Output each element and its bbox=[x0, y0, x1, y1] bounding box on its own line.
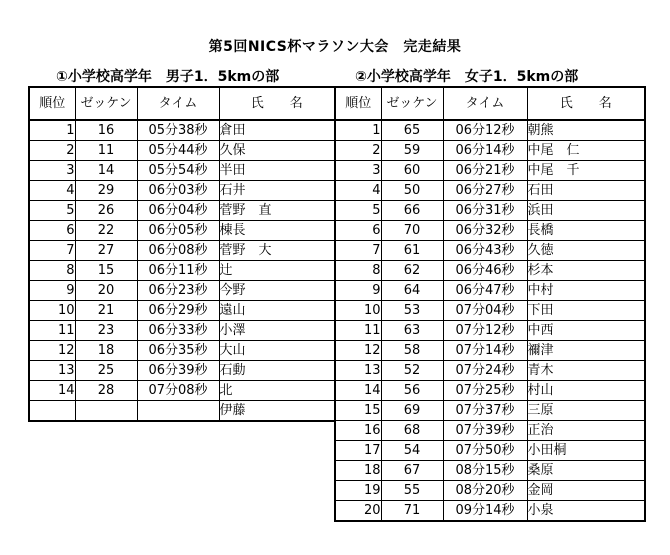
time-cell bbox=[137, 401, 219, 422]
rank-cell: 16 bbox=[335, 421, 381, 441]
name-cell: 正治 bbox=[527, 421, 645, 441]
time-cell: 06分32秒 bbox=[443, 221, 527, 241]
name-cell: 杉本 bbox=[527, 261, 645, 281]
table-row bbox=[29, 241, 335, 261]
table-row bbox=[335, 441, 645, 461]
table-row bbox=[335, 181, 645, 201]
name-cell: 金岡 bbox=[527, 481, 645, 501]
name-cell: 下田 bbox=[527, 301, 645, 321]
time-cell: 06分12秒 bbox=[443, 120, 527, 141]
table-row bbox=[29, 221, 335, 241]
rank-cell: 20 bbox=[335, 501, 381, 522]
rank-cell: 14 bbox=[335, 381, 381, 401]
girls-results-table bbox=[334, 86, 646, 522]
table-row bbox=[335, 321, 645, 341]
name-cell: 半田 bbox=[219, 161, 335, 181]
time-cell: 08分15秒 bbox=[443, 461, 527, 481]
time-cell: 06分39秒 bbox=[137, 361, 219, 381]
time-cell: 06分29秒 bbox=[137, 301, 219, 321]
bib-cell: 68 bbox=[381, 421, 443, 441]
name-cell: 石田 bbox=[527, 181, 645, 201]
name-cell: 遠山 bbox=[219, 301, 335, 321]
table-row bbox=[335, 341, 645, 361]
name-cell: 倉田 bbox=[219, 120, 335, 141]
time-cell: 06分31秒 bbox=[443, 201, 527, 221]
time-cell: 05分54秒 bbox=[137, 161, 219, 181]
rank-cell: 17 bbox=[335, 441, 381, 461]
name-cell: 長橋 bbox=[527, 221, 645, 241]
rank-cell: 2 bbox=[29, 141, 75, 161]
rank-cell: 6 bbox=[335, 221, 381, 241]
bib-header: ゼッケン bbox=[381, 87, 443, 120]
name-cell: 小田桐 bbox=[527, 441, 645, 461]
rank-cell: 3 bbox=[29, 161, 75, 181]
name-cell: 中村 bbox=[527, 281, 645, 301]
rank-cell: 12 bbox=[29, 341, 75, 361]
rank-cell: 18 bbox=[335, 461, 381, 481]
table-row bbox=[29, 201, 335, 221]
rank-cell: 13 bbox=[29, 361, 75, 381]
time-cell: 07分14秒 bbox=[443, 341, 527, 361]
time-cell: 06分08秒 bbox=[137, 241, 219, 261]
table-row bbox=[29, 321, 335, 341]
bib-cell: 56 bbox=[381, 381, 443, 401]
name-cell: 禰津 bbox=[527, 341, 645, 361]
table-row bbox=[335, 421, 645, 441]
rank-cell: 11 bbox=[335, 321, 381, 341]
name-cell: 中尾 千 bbox=[527, 161, 645, 181]
bib-cell: 26 bbox=[75, 201, 137, 221]
table-row bbox=[29, 341, 335, 361]
rank-cell: 14 bbox=[29, 381, 75, 401]
bib-cell: 11 bbox=[75, 141, 137, 161]
bib-cell: 61 bbox=[381, 241, 443, 261]
table-row bbox=[29, 120, 335, 141]
table-row bbox=[29, 281, 335, 301]
table-row bbox=[29, 381, 335, 401]
bib-cell: 59 bbox=[381, 141, 443, 161]
rank-cell: 2 bbox=[335, 141, 381, 161]
bib-cell: 52 bbox=[381, 361, 443, 381]
table-row bbox=[335, 381, 645, 401]
name-cell: 小泉 bbox=[527, 501, 645, 522]
table-row bbox=[335, 221, 645, 241]
name-cell: 中西 bbox=[527, 321, 645, 341]
name-cell: 村山 bbox=[527, 381, 645, 401]
rank-cell: 5 bbox=[335, 201, 381, 221]
rank-cell: 7 bbox=[335, 241, 381, 261]
name-cell: 久保 bbox=[219, 141, 335, 161]
name-cell: 浜田 bbox=[527, 201, 645, 221]
time-cell: 07分25秒 bbox=[443, 381, 527, 401]
table-row bbox=[335, 481, 645, 501]
table-row bbox=[29, 161, 335, 181]
table-row bbox=[29, 361, 335, 381]
time-cell: 06分46秒 bbox=[443, 261, 527, 281]
bib-cell: 25 bbox=[75, 361, 137, 381]
table-row bbox=[29, 261, 335, 281]
time-cell: 06分33秒 bbox=[137, 321, 219, 341]
time-cell: 07分50秒 bbox=[443, 441, 527, 461]
time-cell: 07分12秒 bbox=[443, 321, 527, 341]
name-cell: 菅野 直 bbox=[219, 201, 335, 221]
name-cell: 北 bbox=[219, 381, 335, 401]
name-cell: 辻 bbox=[219, 261, 335, 281]
bib-cell: 62 bbox=[381, 261, 443, 281]
table-row bbox=[335, 141, 645, 161]
bib-cell: 67 bbox=[381, 461, 443, 481]
bib-cell: 16 bbox=[75, 120, 137, 141]
table-row bbox=[335, 261, 645, 281]
rank-cell: 4 bbox=[335, 181, 381, 201]
page-title: 第5回NICS杯マラソン大会 完走結果 bbox=[208, 39, 462, 55]
rank-cell bbox=[29, 401, 75, 422]
table-row bbox=[335, 241, 645, 261]
table-row bbox=[29, 401, 335, 422]
name-cell: 大山 bbox=[219, 341, 335, 361]
bib-cell: 53 bbox=[381, 301, 443, 321]
bib-cell: 58 bbox=[381, 341, 443, 361]
time-cell: 08分20秒 bbox=[443, 481, 527, 501]
name-cell: 菅野 大 bbox=[219, 241, 335, 261]
time-cell: 06分43秒 bbox=[443, 241, 527, 261]
rank-cell: 7 bbox=[29, 241, 75, 261]
bib-cell: 23 bbox=[75, 321, 137, 341]
rank-cell: 1 bbox=[335, 120, 381, 141]
bib-cell: 29 bbox=[75, 181, 137, 201]
bib-cell: 69 bbox=[381, 401, 443, 421]
name-cell: 朝熊 bbox=[527, 120, 645, 141]
time-cell: 06分27秒 bbox=[443, 181, 527, 201]
time-header: タイム bbox=[443, 87, 527, 120]
rank-cell: 10 bbox=[335, 301, 381, 321]
rank-cell: 11 bbox=[29, 321, 75, 341]
time-cell: 06分11秒 bbox=[137, 261, 219, 281]
name-cell: 石動 bbox=[219, 361, 335, 381]
time-cell: 05分38秒 bbox=[137, 120, 219, 141]
time-cell: 07分24秒 bbox=[443, 361, 527, 381]
bib-cell bbox=[75, 401, 137, 422]
time-cell: 06分23秒 bbox=[137, 281, 219, 301]
time-cell: 06分35秒 bbox=[137, 341, 219, 361]
rank-cell: 6 bbox=[29, 221, 75, 241]
name-cell: 棟長 bbox=[219, 221, 335, 241]
table-row bbox=[335, 501, 645, 522]
time-cell: 06分03秒 bbox=[137, 181, 219, 201]
table-row bbox=[335, 161, 645, 181]
time-cell: 05分44秒 bbox=[137, 141, 219, 161]
time-cell: 07分08秒 bbox=[137, 381, 219, 401]
table-row bbox=[335, 461, 645, 481]
bib-cell: 21 bbox=[75, 301, 137, 321]
bib-cell: 65 bbox=[381, 120, 443, 141]
rank-cell: 19 bbox=[335, 481, 381, 501]
time-cell: 06分14秒 bbox=[443, 141, 527, 161]
table-row bbox=[335, 281, 645, 301]
name-cell: 桑原 bbox=[527, 461, 645, 481]
time-cell: 07分04秒 bbox=[443, 301, 527, 321]
time-cell: 06分04秒 bbox=[137, 201, 219, 221]
boys-results-table bbox=[28, 86, 336, 422]
table-row bbox=[29, 181, 335, 201]
name-cell: 三原 bbox=[527, 401, 645, 421]
time-cell: 07分37秒 bbox=[443, 401, 527, 421]
bib-cell: 60 bbox=[381, 161, 443, 181]
time-cell: 07分39秒 bbox=[443, 421, 527, 441]
rank-cell: 9 bbox=[335, 281, 381, 301]
name-cell: 中尾 仁 bbox=[527, 141, 645, 161]
rank-cell: 10 bbox=[29, 301, 75, 321]
time-header: タイム bbox=[137, 87, 219, 120]
rank-cell: 8 bbox=[335, 261, 381, 281]
table-row bbox=[335, 401, 645, 421]
table-row bbox=[335, 120, 645, 141]
bib-cell: 22 bbox=[75, 221, 137, 241]
name-cell: 小澤 bbox=[219, 321, 335, 341]
time-cell: 06分47秒 bbox=[443, 281, 527, 301]
rank-cell: 8 bbox=[29, 261, 75, 281]
name-header: 氏 名 bbox=[527, 87, 645, 120]
boys-section-title: ①小学校高学年 男子1．5kmの部 bbox=[56, 69, 280, 85]
table-row bbox=[29, 141, 335, 161]
bib-cell: 20 bbox=[75, 281, 137, 301]
bib-cell: 54 bbox=[381, 441, 443, 461]
bib-cell: 27 bbox=[75, 241, 137, 261]
bib-cell: 18 bbox=[75, 341, 137, 361]
rank-cell: 5 bbox=[29, 201, 75, 221]
bib-cell: 71 bbox=[381, 501, 443, 522]
name-cell: 伊藤 bbox=[219, 401, 335, 422]
girls-section-title: ②小学校高学年 女子1．5kmの部 bbox=[355, 69, 579, 85]
bib-cell: 28 bbox=[75, 381, 137, 401]
bib-cell: 14 bbox=[75, 161, 137, 181]
rank-cell: 1 bbox=[29, 120, 75, 141]
rank-cell: 4 bbox=[29, 181, 75, 201]
name-cell: 石井 bbox=[219, 181, 335, 201]
bib-cell: 64 bbox=[381, 281, 443, 301]
bib-cell: 15 bbox=[75, 261, 137, 281]
table-row bbox=[335, 301, 645, 321]
name-cell: 青木 bbox=[527, 361, 645, 381]
rank-cell: 3 bbox=[335, 161, 381, 181]
table-header-row bbox=[335, 87, 645, 120]
rank-cell: 12 bbox=[335, 341, 381, 361]
rank-cell: 15 bbox=[335, 401, 381, 421]
time-cell: 06分21秒 bbox=[443, 161, 527, 181]
bib-cell: 63 bbox=[381, 321, 443, 341]
name-cell: 久徳 bbox=[527, 241, 645, 261]
rank-header: 順位 bbox=[335, 87, 381, 120]
table-header-row bbox=[29, 87, 335, 120]
bib-cell: 70 bbox=[381, 221, 443, 241]
table-row bbox=[335, 201, 645, 221]
rank-cell: 9 bbox=[29, 281, 75, 301]
bib-cell: 50 bbox=[381, 181, 443, 201]
rank-cell: 13 bbox=[335, 361, 381, 381]
rank-header: 順位 bbox=[29, 87, 75, 120]
table-row bbox=[335, 361, 645, 381]
bib-cell: 55 bbox=[381, 481, 443, 501]
time-cell: 06分05秒 bbox=[137, 221, 219, 241]
bib-cell: 66 bbox=[381, 201, 443, 221]
time-cell: 09分14秒 bbox=[443, 501, 527, 522]
name-header: 氏 名 bbox=[219, 87, 335, 120]
name-cell: 今野 bbox=[219, 281, 335, 301]
table-row bbox=[29, 301, 335, 321]
bib-header: ゼッケン bbox=[75, 87, 137, 120]
